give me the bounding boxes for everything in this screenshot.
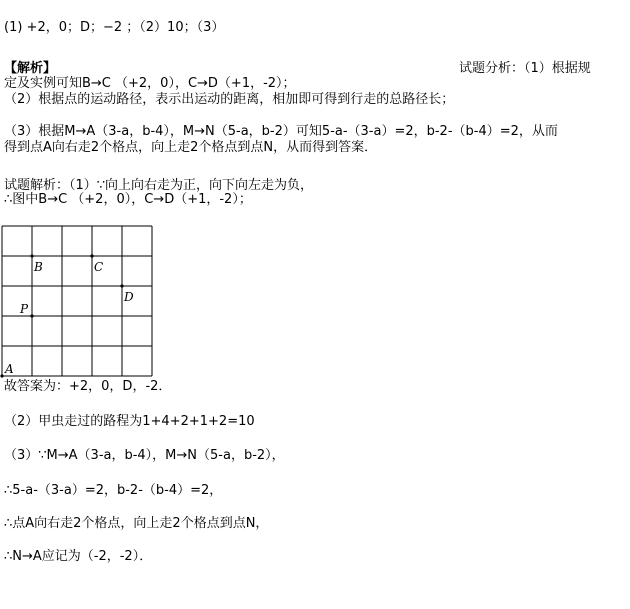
- analysis-header: 【解析】: [4, 61, 57, 76]
- analysis-line-4: 得到点A向右走2个格点，向上走2个格点到点N，从而得到答案．: [4, 140, 378, 155]
- grid-point-c: [90, 254, 93, 257]
- after-grid-line-2: （2）甲虫走过的路程为1+4+2+1+2=10: [4, 414, 255, 429]
- grid-point-a: [0, 374, 3, 377]
- analysis-line-1: 定及实例可知B→C （+2，0），C→D（+1，-2）；: [4, 76, 296, 91]
- grid-point-b: [30, 254, 33, 257]
- answer-line: (1) +2，0；D；−2 ；（2）10；（3）: [4, 20, 225, 35]
- solution-line-1: 试题解析：（1）∵向上向右走为正，向下向左走为负，: [4, 178, 314, 193]
- after-grid-line-5: ∴点A向右走2个格点，向上走2个格点到点N，: [4, 516, 269, 531]
- grid-diagram: [0, 224, 160, 380]
- grid-point-d: [120, 284, 123, 287]
- solution-line-2: ∴图中B→C （+2，0），C→D（+1，-2）；: [4, 192, 252, 207]
- grid-point-label-b: B: [34, 260, 43, 274]
- analysis-line-2: （2）根据点的运动路径，表示出运动的距离，相加即可得到行走的总路径长；: [4, 92, 455, 107]
- analysis-line-3: （3）根据M→A（3-a，b-4），M→N（5-a，b-2）可知5-a-（3-a）=2，b-2-（b-4）=2，从而: [4, 124, 558, 139]
- analysis-intro-right: 试题分析：（1）根据规: [459, 61, 591, 76]
- after-grid-line-1: 故答案为：+2，0，D，-2．: [4, 379, 172, 394]
- grid-point-label-c: C: [94, 260, 104, 274]
- after-grid-line-6: ∴N→A应记为（-2，-2）．: [4, 549, 153, 564]
- after-grid-line-4: ∴5-a-（3-a）=2，b-2-（b-4）=2，: [4, 483, 223, 498]
- grid-point-label-p: P: [20, 302, 29, 316]
- grid-point-label-a: A: [5, 362, 14, 376]
- grid-point-label-d: D: [124, 290, 134, 304]
- after-grid-line-3: （3）∵M→A（3-a，b-4），M→N（5-a，b-2），: [4, 448, 285, 463]
- grid-point-p: [30, 314, 33, 317]
